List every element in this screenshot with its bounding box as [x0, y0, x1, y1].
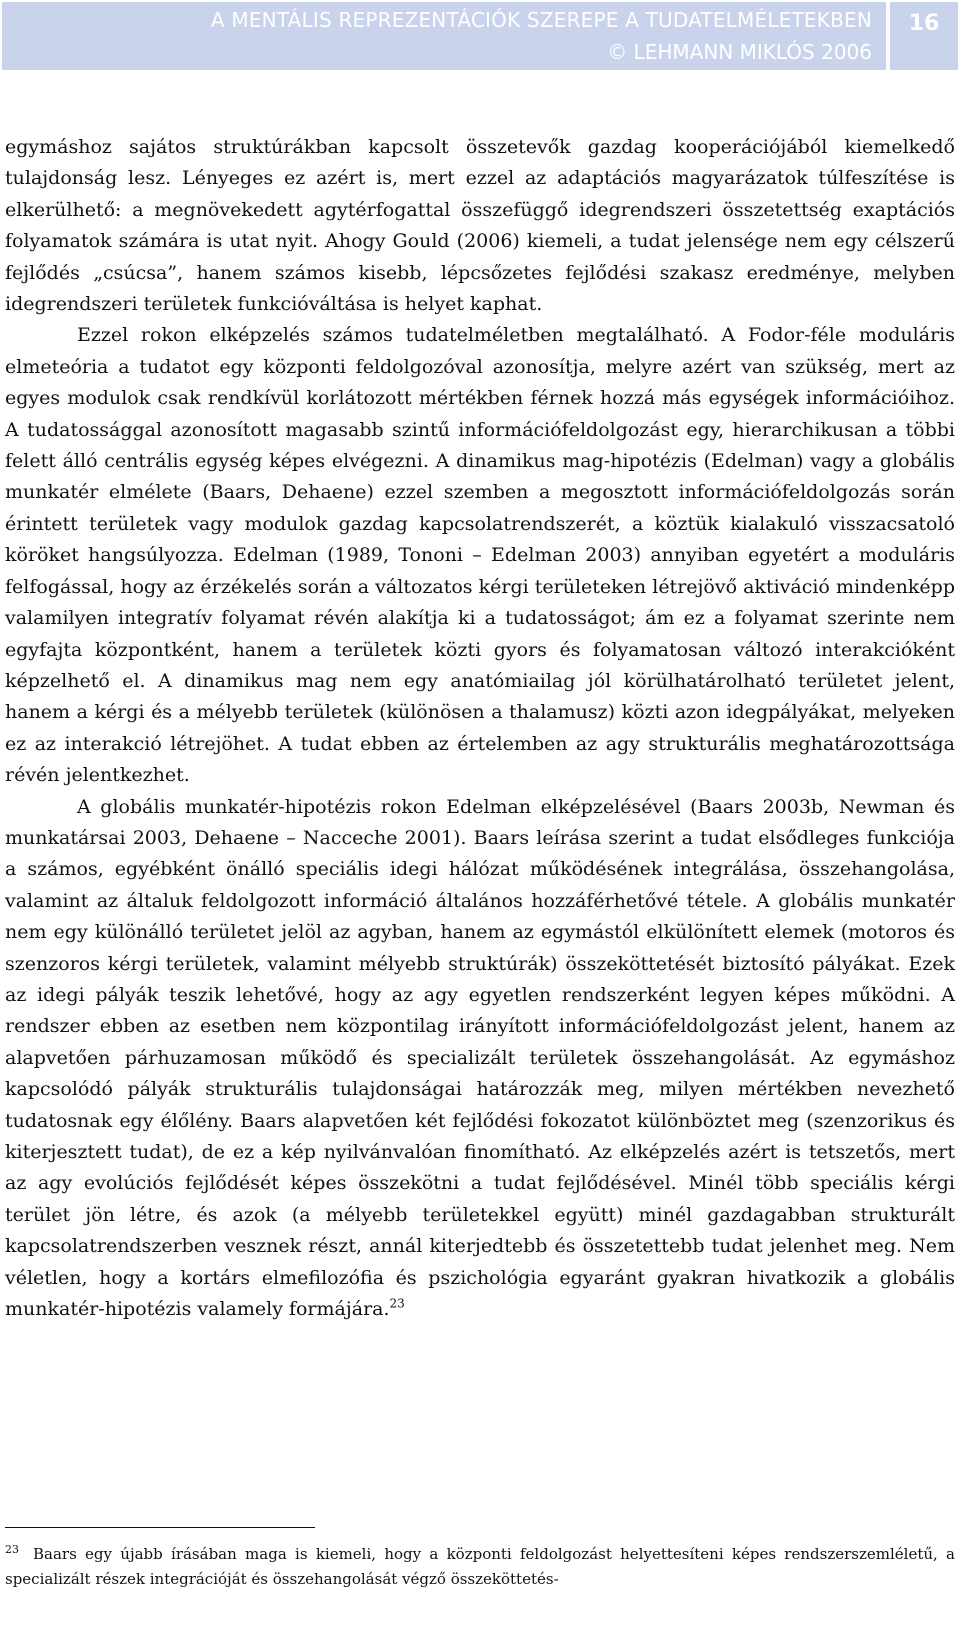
footnote-mark: 23 [5, 1543, 19, 1556]
header-title: A MENTÁLIS REPREZENTÁCIÓK SZEREPE A TUDATELMÉLETEKBEN [210, 8, 872, 32]
page-number: 16 [890, 2, 958, 70]
header-author: © LEHMANN MIKLÓS 2006 [607, 40, 872, 64]
paragraph-3-text: A globális munkatér-hipotézis rokon Edelman elképzelésével (Baars 2003b, Newman és munkatársai 2003, Dehaene – Nacceche 2001). Baars leírása szerint a tudat elsődleges funkciója a számos, egyébként önálló speciális idegi hálózat működésének integrálása, összehangolása, valamint az általuk feldolgozott információ általános hozzáférhetővé tétele. A globális munkatér nem egy különálló területet jelöl az agyban, hanem az egymástól elkülönített elemek (motoros és szenzoros kérgi területek, valamint mélyebb struktúrák) összeköttetését biztosító pályákat. Ezek az idegi pályák teszik lehetővé, hogy az agy egyetlen rendszerként legyen képes működni. A rendszer ebben az esetben nem központilag irányított információfeldolgozást jelent, hanem az alapvetően párhuzamosan működő és specializált területek összehangolását. Az egymáshoz kapcsolódó pályák strukturális tulajdonságai határozzák meg, milyen mértékben nevezhető tudatosnak egy élőlény. Baars alapvetően két fejlődési fokozatot különböztet meg (szenzorikus és kiterjesztett tudat), de ez a kép nyilvánvalóan finomítható. Az elképzelés azért is tetszetős, mert az agy evolúciós fejlődését képes összekötni a tudat fejlődésével. Minél több speciális kérgi terület jön létre, és azok (a mélyebb területekkel együtt) minél gazdagabban strukturált kapcsolatrendszerben vesznek részt, annál kiterjedtebb és összetettebb tudat jelenhet meg. Nem véletlen, hogy a kortárs elmefilozófia és pszichológia egyaránt gyakran hivatkozik a globális munkatér-hipotézis valamely formájára. [5, 795, 955, 1321]
footnote-divider [5, 1527, 315, 1528]
paragraph-1-text: egymáshoz sajátos struktúrákban kapcsolt összetevők gazdag kooperációjából kiemelkedő tulajdonság lesz. Lényeges ez azért is, mert ezzel az adaptációs magyarázatok túlfeszítése is elkerülhető: a megnövekedett agytérfogattal összefüggő idegrendszeri összetettség exaptációs folyamatok számára is utat nyit. Ahogy Gould (2006) kiemeli, a tudat jelensége nem egy célszerű fejlődés „csúcsa”, hanem számos kisebb, lépcsőzetes fejlődési szakasz eredménye, melyben idegrendszeri területek funkcióváltása is helyet kaphat. [5, 136, 955, 316]
footnote-text: Baars egy újabb írásában maga is kiemeli, hogy a központi feldolgozást helyettesíteni képes rendszerszemléletű, a specializált részek integrációját és összehangolását végző összeköttetés- [5, 1545, 955, 1588]
paragraph-2 [5, 320, 955, 791]
footnote [5, 1542, 955, 1592]
main-text [5, 132, 955, 1325]
paragraph-3 [5, 792, 955, 1326]
running-header [2, 2, 958, 70]
header-title-block [2, 2, 886, 70]
footnote-reference[interactable]: 23 [389, 1296, 405, 1311]
paragraph-2-text: Ezzel rokon elképzelés számos tudatelméletben megtalálható. A Fodor-féle moduláris elmeteória a tudatot egy központi feldolgozóval azonosítja, melyre azért van szükség, mert az egyes modulok csak rendkívül korlátozott mértékben férnek hozzá más egységek információihoz. A tudatossággal azonosított magasabb szintű információfeldolgozást egy, hierarchikusan a többi felett álló centrális egység képes elvégezni. A dinamikus mag-hipotézis (Edelman) vagy a globális munkatér elmélete (Baars, Dehaene) ezzel szemben a megosztott információfeldolgozás során érintett területek vagy modulok gazdag kapcsolatrendszerét, a köztük kialakuló visszacsatoló köröket hangsúlyozza. Edelman (1989, Tononi – Edelman 2003) annyiban egyetért a moduláris felfogással, hogy az érzékelés során a változatos kérgi területeken létrejövő aktiváció mindenképp valamilyen integratív folyamat révén alakítja ki a tudatosságot; ám ez a folyamat szerinte nem egyfajta központként, hanem a területek közti gyors és folyamatosan változó interakcióként képzelhető el. A dinamikus mag nem egy anatómiailag jól körülhatárolható területet jelent, hanem a kérgi és a mélyebb területek (különösen a thalamusz) közti azon idegpályákat, melyeken ez az interakció létrejöhet. A tudat ebben az értelemben az agy strukturális meghatározottsága révén jelentkezhet. [5, 324, 955, 787]
paragraph-1 [5, 132, 955, 320]
